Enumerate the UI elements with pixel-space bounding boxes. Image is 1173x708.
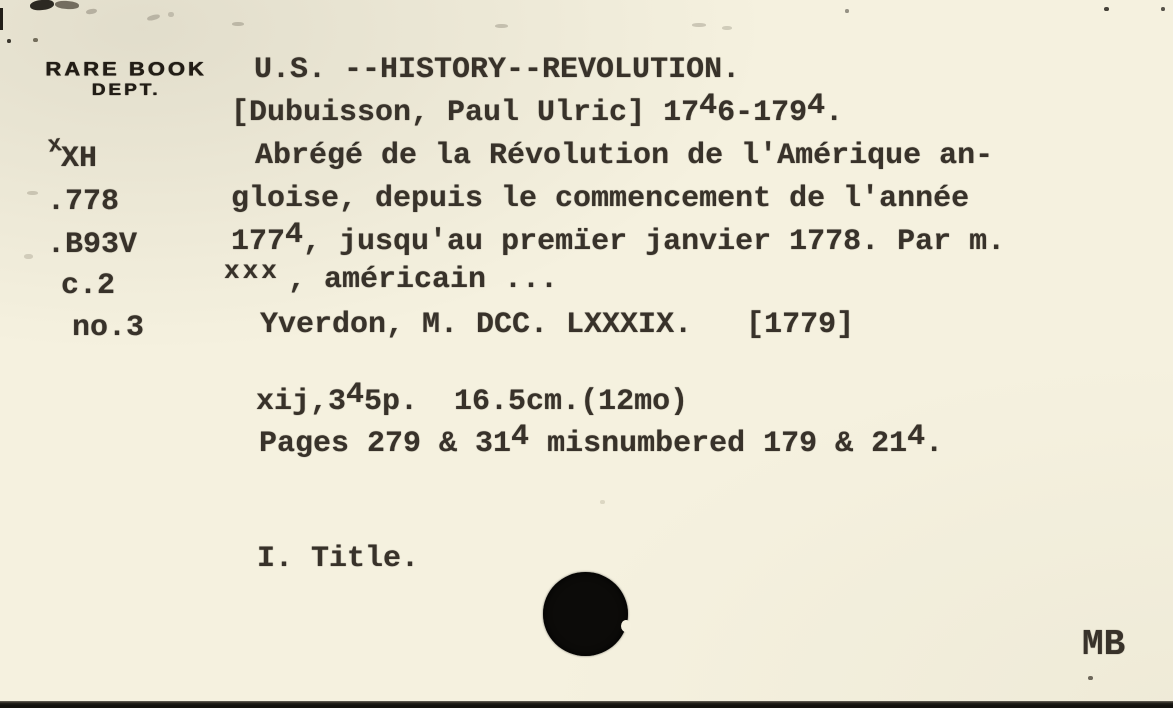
title-line-2: gloise, depuis le commencement de l'année (231, 182, 970, 216)
speck (33, 38, 38, 42)
pencil-mark (27, 191, 38, 195)
cataloger-initials: MB (1082, 624, 1126, 665)
call-number-line-4: c.2 (61, 269, 116, 303)
call-number-line-2: .778 (47, 185, 120, 219)
speck (845, 9, 849, 13)
title-superscript-xxx: xxx (224, 256, 280, 286)
stamp-line-1: RARE BOOK (45, 58, 207, 80)
call-number-line-3: .B93V (47, 228, 138, 262)
pencil-mark (495, 24, 508, 28)
call-number-line-1: XH (61, 142, 98, 176)
speck (1088, 676, 1093, 680)
ink-smudge (30, 0, 55, 11)
title-line-1: Abrégé de la Révolution de l'Amérique an- (255, 139, 994, 173)
imprint-line: Yverdon, M. DCC. LXXXIX. [1779] (260, 308, 855, 342)
title-line-4: , américain ... (288, 263, 559, 297)
punch-hole-notch (621, 620, 631, 632)
pencil-mark (722, 26, 732, 30)
card-bottom-edge (0, 701, 1173, 708)
pencil-mark (168, 12, 174, 17)
pencil-mark (86, 8, 98, 15)
speck (7, 39, 11, 43)
collation-line: xij,345p. 16.5cm.(12mo) (256, 378, 689, 419)
speck (1161, 7, 1165, 11)
rare-book-dept-stamp (42, 58, 210, 100)
call-number-superscript-x: x (46, 131, 64, 159)
ink-smudge (0, 8, 3, 30)
subject-heading: U.S. --HISTORY--REVOLUTION. (254, 53, 741, 87)
title-line-3: 1774, jusqu'au premïer janvier 1778. Par m. (231, 218, 1006, 259)
call-number-line-5: no.3 (72, 311, 145, 345)
author-line: [Dubuisson, Paul Ulric] 1746-1794. (231, 89, 844, 130)
pencil-mark (232, 22, 244, 26)
pencil-mark (147, 14, 161, 22)
speck (1104, 7, 1109, 11)
punch-hole (543, 572, 628, 656)
speck (600, 500, 605, 504)
pencil-mark (692, 23, 706, 27)
pagination-note: Pages 279 & 314 misnumbered 179 & 214. (259, 420, 944, 461)
ink-smudge (55, 0, 79, 10)
pencil-mark (24, 254, 33, 259)
stamp-line-2: DEPT. (91, 80, 161, 100)
tracing-line: I. Title. (257, 542, 420, 576)
